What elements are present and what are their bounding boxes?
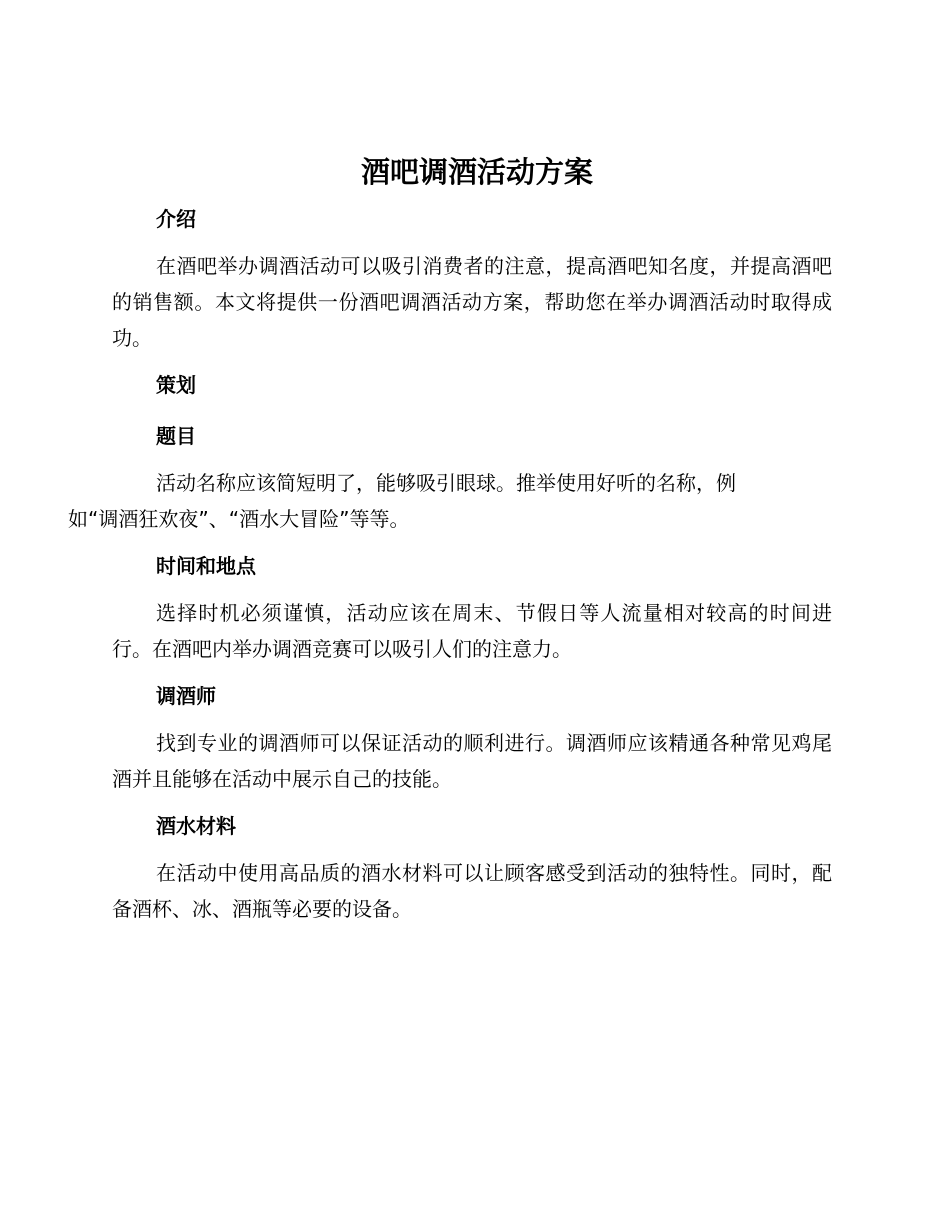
section-paragraph-materials: 在活动中使用高品质的酒水材料可以让顾客感受到活动的独特性。同时，配备酒杯、冰、酒瓶等必要的设备。 xyxy=(112,861,832,921)
section-paragraph-time-place: 选择时机必须谨慎，活动应该在周末、节假日等人流量相对较高的时间进行。在酒吧内举办调酒竞赛可以吸引人们的注意力。 xyxy=(112,601,832,661)
section-heading-bartender: 调酒师 xyxy=(156,684,216,708)
section-heading-intro: 介绍 xyxy=(156,207,196,231)
section-paragraph-intro: 在酒吧举办调酒活动可以吸引消费者的注意，提高酒吧知名度，并提高酒吧的销售额。本文将提供一份酒吧调酒活动方案，帮助您在举办调酒活动时取得成功。 xyxy=(112,254,832,350)
section-heading-time-place: 时间和地点 xyxy=(156,554,256,578)
section-paragraph-bartender: 找到专业的调酒师可以保证活动的顺利进行。调酒师应该精通各种常见鸡尾酒并且能够在活动中展示自己的技能。 xyxy=(112,731,832,791)
document-title: 酒吧调酒活动方案 xyxy=(360,155,593,189)
section-heading-planning: 策划 xyxy=(156,373,196,397)
paragraph-line: 如“调酒狂欢夜”、“酒水大冒险”等等。 xyxy=(68,507,410,531)
paragraph-line: 活动名称应该简短明了，能够吸引眼球。推举使用好听的名称，例 xyxy=(156,471,736,495)
section-heading-materials: 酒水材料 xyxy=(156,814,236,838)
section-paragraph-topic xyxy=(68,465,832,537)
section-heading-topic: 题目 xyxy=(156,424,196,448)
document-page xyxy=(68,150,832,927)
